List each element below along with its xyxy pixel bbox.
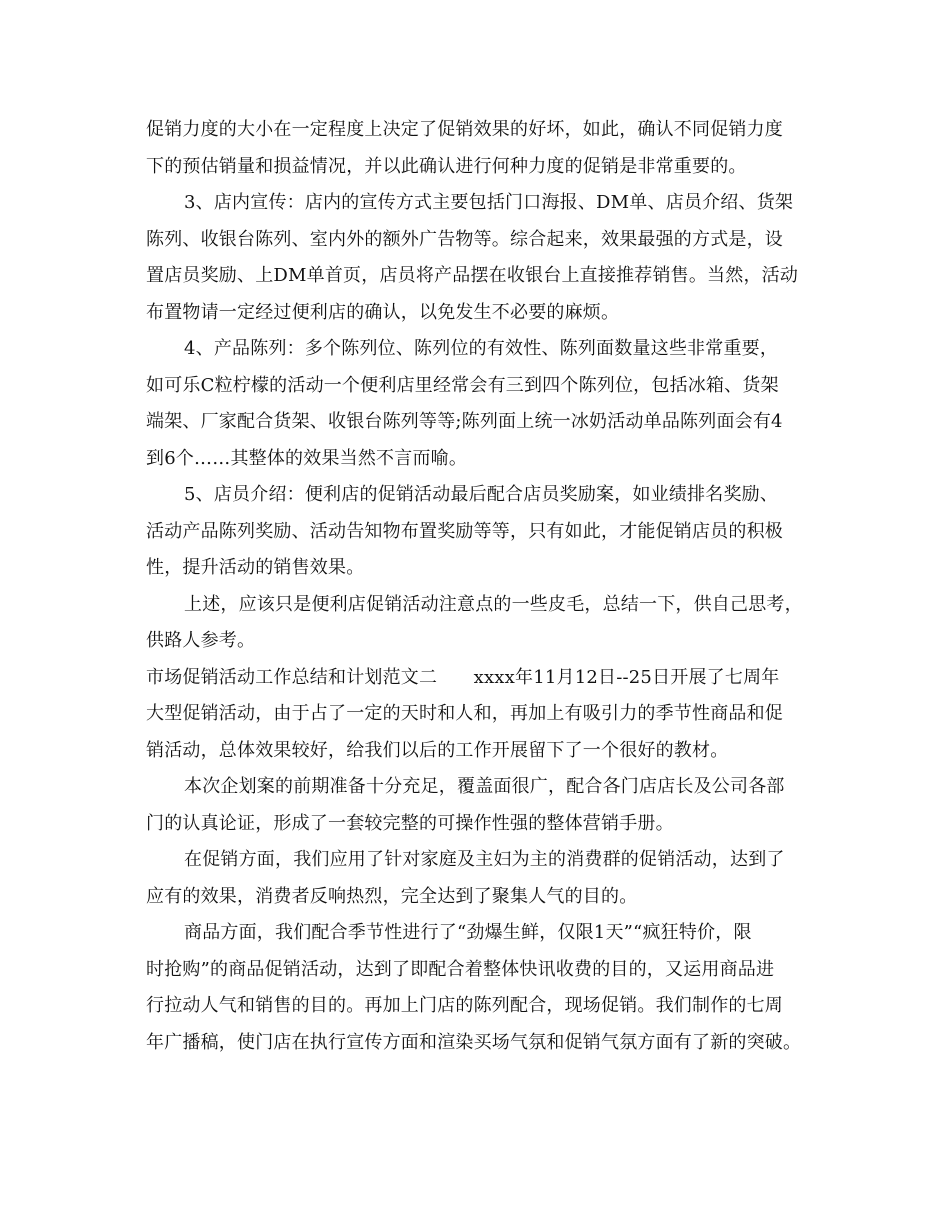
text-line-15: 供路人参考。: [146, 630, 256, 651]
text-line-1: 促销力度的大小在一定程度上决定了促销效果的好坏，如此，确认不同促销力度: [146, 119, 783, 140]
text-line-24: 时抢购”的商品促销活动，达到了即配合着整体快讯收费的目的，又运用商品进: [146, 958, 775, 980]
text-line-9: 端架、厂家配合货架、收银台陈列等等;陈列面上统一冰奶活动单品陈列面会有4: [146, 411, 783, 432]
text-line-7: 4、产品陈列：多个陈列位、陈列位的有效性、陈列面数量这些非常重要，: [184, 338, 779, 359]
text-line-6: 布置物请一定经过便利店的确认，以免发生不必要的麻烦。: [146, 301, 620, 323]
text-line-18: 销活动，总体效果较好，给我们以后的工作开展留下了一个很好的教材。: [146, 739, 729, 761]
text-line-19: 本次企划案的前期准备十分充足，覆盖面很广，配合各门店店长及公司各部: [184, 776, 785, 797]
text-line-13: 性，提升活动的销售效果。: [146, 557, 365, 578]
text-line-4: 陈列、收银台陈列、室内外的额外广告物等。综合起来，效果最强的方式是，设: [146, 228, 783, 250]
text-line-11: 5、店员介绍：便利店的促销活动最后配合店员奖励案，如业绩排名奖励、: [184, 484, 779, 505]
text-line-14: 上述，应该只是便利店促销活动注意点的一些皮毛，总结一下，供自己思考，: [184, 593, 803, 615]
text-line-10: 到6个……其整体的效果当然不言而喻。: [146, 447, 468, 469]
text-line-5: 置店员奖励、上DM单首页，店员将产品摆在收银台上直接推荐销售。当然，活动: [146, 265, 799, 286]
text-line-22: 应有的效果，消费者反响热烈，完全达到了聚集人气的目的。: [146, 885, 638, 907]
text-line-8: 如可乐C粒柠檬的活动一个便利店里经常会有三到四个陈列位，包括冰箱、货架: [146, 374, 779, 396]
text-line-21: 在促销方面，我们应用了针对家庭及主妇为主的消费群的促销活动，达到了: [184, 849, 785, 870]
text-line-23: 商品方面，我们配合季节性进行了“劲爆生鲜，仅限1天”“疯狂特价，限: [184, 922, 752, 943]
text-line-25: 行拉动人气和销售的目的。再加上门店的陈列配合，现场促销。我们制作的七周: [146, 995, 783, 1016]
text-line-12: 活动产品陈列奖励、活动告知物布置奖励等等，只有如此，才能促销店员的积极: [146, 520, 783, 542]
document-body: [146, 112, 806, 1061]
text-line-2: 下的预估销量和损益情况，并以此确认进行何种力度的促销是非常重要的。: [146, 155, 747, 177]
section-title-line: 市场促销活动工作总结和计划范文二 xxxx年11月12日--25日开展了七周年: [146, 666, 780, 688]
text-line-17: 大型促销活动，由于占了一定的天时和人和，再加上有吸引力的季节性商品和促: [146, 703, 783, 724]
text-line-3: 3、店内宣传：店内的宣传方式主要包括门口海报、DM单、店员介绍、货架: [184, 192, 794, 213]
text-line-26: 年广播稿，使门店在执行宣传方面和渲染买场气氛和促销气氛方面有了新的突破。: [146, 1031, 802, 1053]
text-line-20: 门的认真论证，形成了一套较完整的可操作性强的整体营销手册。: [146, 812, 674, 834]
